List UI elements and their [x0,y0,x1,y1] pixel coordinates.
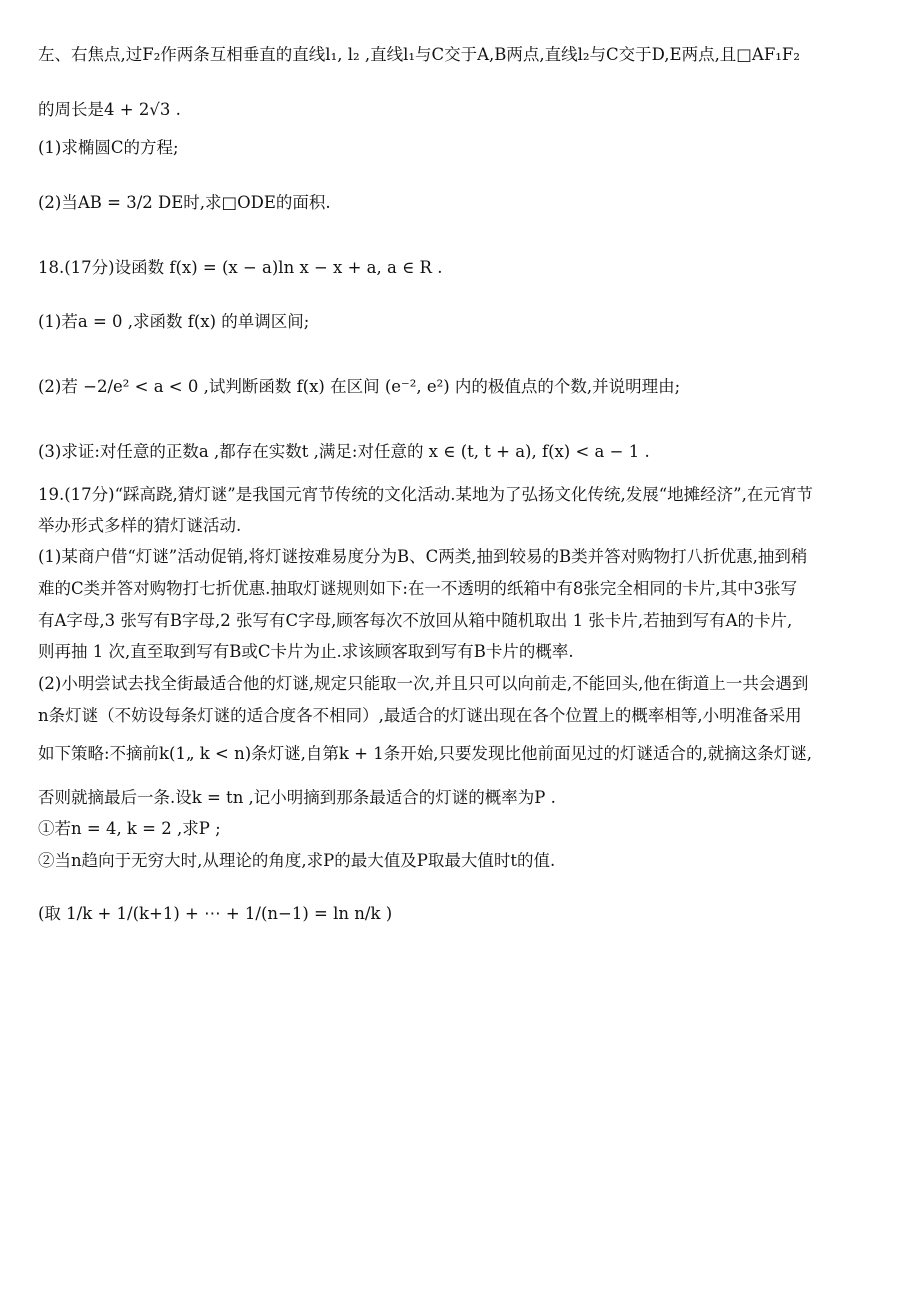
text-line: (2)当AB = 3/2 DE时,求□ODE的面积. [38,193,331,212]
text-line: (2)若 −2/e² < a < 0 ,试判断函数 f(x) 在区间 (e⁻², e²) 内的极值点的个数,并说明理由; [38,377,681,396]
text-line: (1)求椭圆C的方程; [38,138,179,157]
text-line: ①若n = 4, k = 2 ,求P ; [38,819,221,838]
text-line: 有A字母,3 张写有B字母,2 张写有C字母,顾客每次不放回从箱中随机取出 1 张卡片,若抽到写有A的卡片, [38,611,793,630]
text-line: n条灯谜（不妨设每条灯谜的适合度各不相同）,最适合的灯谜出现在各个位置上的概率相等,小明准备采用 [38,706,802,725]
text-line: (2)小明尝试去找全街最适合他的灯谜,规定只能取一次,并且只可以向前走,不能回头,他在街道上一共会遇到 [38,674,809,693]
text-line: 则再抽 1 次,直至取到写有B或C卡片为止.求该顾客取到写有B卡片的概率. [38,642,574,661]
formula-hint: (取 1/k + 1/(k+1) + ⋯ + 1/(n−1) = ln n/k ) [38,904,393,923]
text-line: (1)某商户借“灯谜”活动促销,将灯谜按难易度分为B、C两类,抽到较易的B类并答对购物打八折优惠,抽到稍 [38,547,808,566]
text-line: 19.(17分)“踩高跷,猜灯谜”是我国元宵节传统的文化活动.某地为了弘扬文化传统,发展“地摊经济”,在元宵节 [38,485,813,504]
text-line: ②当n趋向于无穷大时,从理论的角度,求P的最大值及P取最大值时t的值. [38,851,556,870]
text-line: 难的C类并答对购物打七折优惠.抽取灯谜规则如下:在一不透明的纸箱中有8张完全相同的卡片,其中3张写 [38,579,798,598]
text-line: 如下策略:不摘前k(1„ k < n)条灯谜,自第k + 1条开始,只要发现比他前面见过的灯谜适合的,就摘这条灯谜, [38,744,812,763]
text-line: 左、右焦点,过F₂作两条互相垂直的直线l₁, l₂ ,直线l₁与C交于A,B两点,直线l₂与C交于D,E两点,且□AF₁F₂ [38,45,800,64]
text-line: 举办形式多样的猜灯谜活动. [38,516,242,535]
text-line: 的周长是4 + 2√3 . [38,100,181,119]
text-line: (3)求证:对任意的正数a ,都存在实数t ,满足:对任意的 x ∈ (t, t + a), f(x) < a − 1 . [38,442,650,461]
text-line: 否则就摘最后一条.设k = tn ,记小明摘到那条最适合的灯谜的概率为P . [38,788,556,807]
text-line: (1)若a = 0 ,求函数 f(x) 的单调区间; [38,312,310,331]
text-line: 18.(17分)设函数 f(x) = (x − a)ln x − x + a, a ∈ R . [38,258,443,277]
